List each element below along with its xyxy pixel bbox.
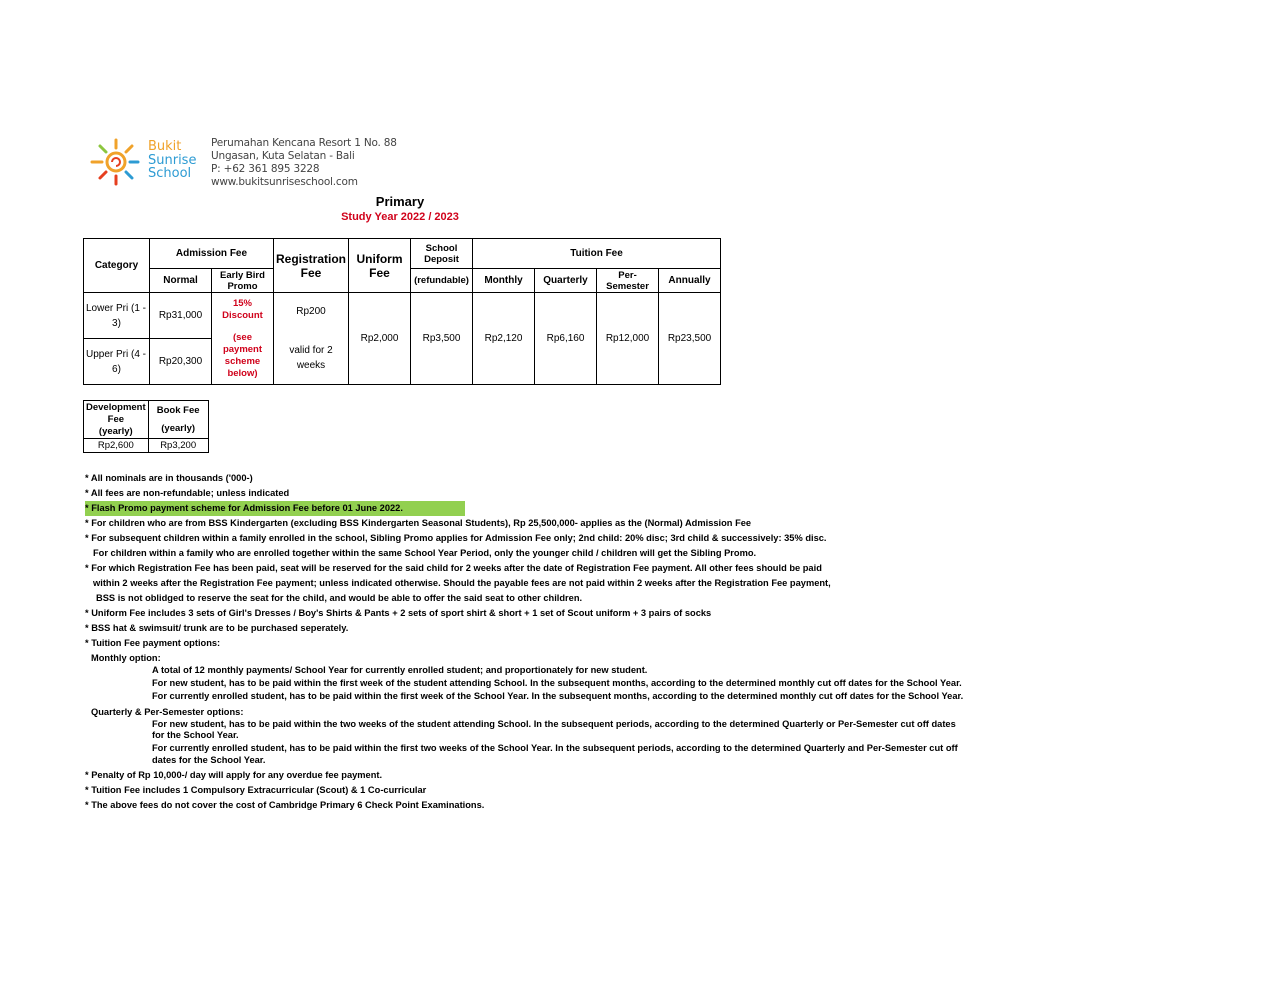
promo-line: 15%: [232, 297, 252, 309]
note: * Tuition Fee payment options:: [85, 638, 221, 648]
header-registration-fee: [274, 239, 349, 293]
school-logo: [88, 134, 203, 190]
option-detail: For new student, has to be paid within the two weeks of the student attending School. In the subsequent periods, according to the determined Quarterly or Per-Semester cut off dates for the School Year.: [152, 718, 956, 740]
note-continued: For children within a family who are enrolled together within the same School Year Period, only the younger child / children will get the Sibling Promo.: [93, 548, 757, 558]
option-heading: Quarterly & Per-Semester options:: [91, 706, 244, 717]
header-monthly: Monthly: [473, 269, 535, 293]
registration-fee-cell: [274, 293, 349, 385]
tuition-semester-cell: Rp12,000: [597, 293, 659, 385]
promo-line: (see: [232, 331, 252, 343]
highlighted-note: * Flash Promo payment scheme for Admission Fee before 01 June 2022.: [85, 501, 465, 516]
header-line: Uniform: [356, 251, 403, 266]
option-heading: Monthly option:: [91, 653, 161, 663]
header-line: Promo: [227, 280, 258, 292]
option-detail: For currently enrolled student, has to be paid within the first week of the School Year. In the subsequent months, according to the determined monthly cut off dates for the School Year.: [152, 691, 964, 701]
note: * Tuition Fee includes 1 Compulsory Extracurricular (Scout) & 1 Co-curricular: [85, 784, 427, 795]
normal-fee-cell: Rp20,300: [150, 339, 212, 385]
development-fee-value: Rp2,600: [84, 439, 149, 453]
note: * Uniform Fee includes 3 sets of Girl's Dresses / Boy's Shirts & Pants + 2 sets of sport shirt & short + 1 set of Scout uniform + 3 pairs of socks: [85, 608, 712, 618]
yearly-fee-table: [83, 400, 209, 453]
page-subtitle: Study Year 2022 / 2023: [341, 211, 459, 223]
note: * BSS hat & swimsuit/ trunk are to be purchased seperately.: [85, 623, 349, 633]
header-normal: Normal: [150, 269, 212, 293]
header-school-deposit: [411, 239, 473, 269]
header-line: Deposit: [424, 253, 459, 265]
header-line: (yearly): [161, 422, 196, 434]
note: * The above fees do not cover the cost of Cambridge Primary 6 Check Point Examinations.: [85, 799, 485, 810]
tuition-annually-cell: Rp23,500: [659, 293, 721, 385]
header-annually: Annually: [659, 269, 721, 293]
fee-table: [83, 238, 721, 385]
early-bird-promo-cell: [212, 293, 274, 385]
option-detail: For currently enrolled student, has to be paid within the first two weeks of the School Year. In the subsequent periods, according to the determined Quarterly and Per-Semester cut off dates for the School Year.: [152, 743, 958, 765]
note: * For which Registration Fee has been paid, seat will be reserved for the said child for 2 weeks after the date of Registration Fee payment. All other fees should be paid: [85, 563, 822, 573]
tuition-quarterly-cell: Rp6,160: [535, 293, 597, 385]
option-detail: A total of 12 monthly payments/ School Year for currently enrolled student; and proportionately for new student.: [152, 665, 648, 675]
note: * Penalty of Rp 10,000-/ day will apply for any overdue fee payment.: [85, 769, 383, 780]
header-uniform-fee: [349, 239, 411, 293]
promo-line: below): [227, 367, 258, 379]
note: * For subsequent children within a family enrolled in the school, Sibling Promo applies for Admission Fee only; 2nd child: 20% disc; 3rd child & successively: 35% disc.: [85, 533, 827, 543]
address-line: Ungasan, Kuta Selatan - Bali: [211, 150, 355, 162]
header-quarterly: Quarterly: [535, 269, 597, 293]
category-line: Upper Pri (4 -: [86, 348, 147, 360]
note-continued: within 2 weeks after the Registration Fee payment; unless indicated otherwise. Should the payable fees are not paid within 2 weeks after the Registration Fee payment,: [93, 578, 831, 588]
book-fee-value: Rp3,200: [148, 439, 208, 453]
logo-line: Bukit: [148, 139, 182, 154]
header-line: Per-: [618, 269, 637, 281]
address-line: Perumahan Kencana Resort 1 No. 88: [211, 137, 397, 149]
category-line: 3): [112, 317, 121, 329]
header-category: Category: [84, 239, 150, 293]
header-line: Early Bird: [220, 269, 265, 281]
uniform-fee-cell: Rp2,000: [349, 293, 411, 385]
registration-note: valid for 2: [289, 345, 333, 356]
header-line: Semester: [606, 280, 649, 292]
tuition-monthly-cell: Rp2,120: [473, 293, 535, 385]
logo-wordmark: [148, 140, 196, 181]
registration-value: Rp200: [296, 306, 326, 317]
header-per-semester: [597, 269, 659, 293]
normal-fee-cell: Rp31,000: [150, 293, 212, 339]
header-line: School: [425, 242, 458, 254]
header-line: Fee: [300, 265, 322, 280]
address-line: P: +62 361 895 3228: [211, 163, 320, 175]
header-line: Fee: [369, 265, 390, 280]
quarterly-option-details: [85, 719, 964, 767]
note: * All fees are non-refundable; unless indicated: [85, 488, 290, 498]
header-development-fee: [84, 401, 149, 439]
sun-logo-icon: [88, 136, 146, 188]
category-cell: [84, 293, 150, 339]
header-refundable: (refundable): [411, 269, 473, 293]
category-cell: [84, 339, 150, 385]
header-line: Registration: [276, 251, 347, 266]
header-book-fee: [148, 401, 208, 439]
header-admission-fee: Admission Fee: [150, 239, 274, 269]
monthly-option-details: [85, 665, 964, 703]
header-line: (yearly): [98, 425, 133, 437]
school-deposit-cell: Rp3,500: [411, 293, 473, 385]
promo-line: payment: [222, 343, 263, 355]
category-line: Lower Pri (1 -: [86, 302, 147, 314]
logo-line: Sunrise: [148, 152, 197, 168]
header-line: Book Fee: [156, 404, 200, 416]
promo-line: Discount: [222, 309, 263, 321]
logo-line: School: [148, 166, 192, 181]
school-address: [211, 137, 397, 189]
note-continued: BSS is not oblidged to reserve the seat for the child, and would be able to offer the said seat to other children.: [96, 593, 583, 603]
promo-line: scheme: [224, 355, 261, 367]
notes-section: [85, 471, 985, 813]
page-title: Primary: [375, 194, 425, 209]
note: * For children who are from BSS Kindergarten (excluding BSS Kindergarten Seasonal Students), Rp 25,500,000- applies as the (Normal) Admission Fee: [85, 518, 752, 528]
category-line: 6): [112, 363, 121, 375]
address-line: www.bukitsunriseschool.com: [211, 176, 358, 188]
header-line: Development: [86, 401, 146, 413]
note-highlighted: [85, 501, 985, 516]
header-line: Fee: [107, 413, 125, 425]
header-early-bird: [212, 269, 274, 293]
registration-note: weeks: [296, 360, 326, 371]
option-detail: For new student, has to be paid within the first week of the student attending School. In the subsequent months, according to the determined monthly cut off dates for the School Year.: [152, 678, 962, 688]
note: * All nominals are in thousands ('000-): [85, 473, 253, 483]
header-tuition-fee: Tuition Fee: [473, 239, 721, 269]
